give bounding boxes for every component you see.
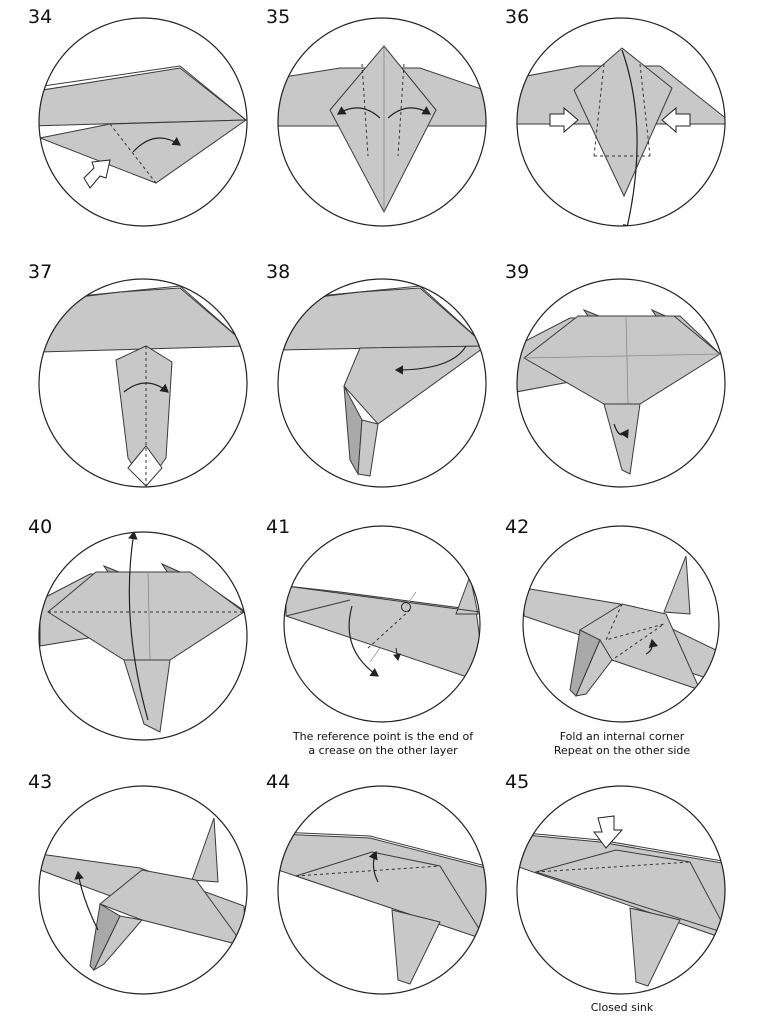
step-number-35: 35	[266, 6, 291, 28]
step-34-diagram	[30, 18, 247, 226]
step-39-diagram	[516, 279, 725, 487]
step-43-diagram	[39, 786, 247, 994]
step-41-diagram	[284, 526, 480, 722]
step-number-42: 42	[505, 516, 530, 538]
step-number-38: 38	[266, 261, 291, 283]
caption-42-line1: Fold an internal corner	[559, 730, 685, 743]
caption-41-line2: a crease on the other layer	[308, 744, 458, 757]
step-40-diagram	[39, 532, 247, 740]
step-36-diagram	[516, 18, 728, 232]
step-44-diagram	[278, 786, 486, 994]
step-number-43: 43	[28, 771, 53, 793]
step-number-34: 34	[28, 6, 53, 28]
step-35-diagram	[278, 18, 490, 226]
caption-45-line1: Closed sink	[590, 1001, 654, 1014]
step-number-40: 40	[28, 516, 53, 538]
step-number-37: 37	[28, 261, 53, 283]
step-number-44: 44	[266, 771, 291, 793]
caption-41-line1: The reference point is the end of	[292, 730, 474, 743]
step-45-diagram	[516, 786, 728, 994]
step-42-diagram	[523, 526, 719, 722]
step-number-39: 39	[505, 261, 530, 283]
caption-42-line2: Repeat on the other side	[553, 744, 691, 757]
step-38-diagram	[278, 279, 486, 487]
step-37-diagram	[39, 279, 248, 487]
step-number-36: 36	[505, 6, 530, 28]
step-number-41: 41	[266, 516, 291, 538]
step-number-45: 45	[505, 771, 530, 793]
